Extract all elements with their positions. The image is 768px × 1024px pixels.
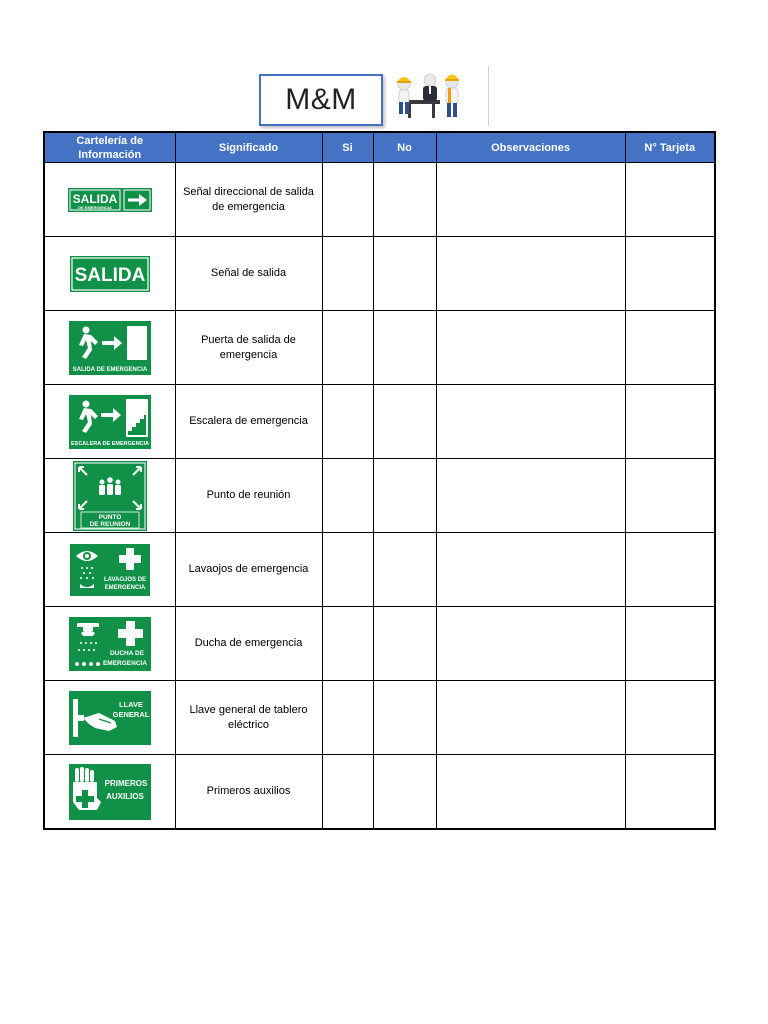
si-cell[interactable] [322, 385, 373, 459]
observaciones-cell[interactable] [436, 311, 625, 385]
company-logo [259, 74, 383, 126]
logo-divider [488, 66, 489, 126]
observaciones-cell[interactable] [436, 163, 625, 237]
sign-cell [44, 459, 175, 533]
no-cell[interactable] [373, 311, 436, 385]
sign-cell [44, 385, 175, 459]
svg-text:SALIDA DE EMERGENCIA: SALIDA DE EMERGENCIA [72, 366, 147, 373]
col-header-carteleria: Cartelería de Información [44, 132, 175, 163]
meaning-cell: Primeros auxilios [175, 755, 322, 830]
tarjeta-cell[interactable] [625, 533, 715, 607]
sign-cell [44, 237, 175, 311]
salida-de-emergencia-arrow-sign-icon [68, 185, 152, 215]
si-cell[interactable] [322, 755, 373, 830]
svg-text:DE EMERGENCIA: DE EMERGENCIA [77, 204, 112, 210]
tarjeta-cell[interactable] [625, 385, 715, 459]
sign-cell [44, 607, 175, 681]
col-header-si: Si [322, 132, 373, 163]
si-cell[interactable] [322, 311, 373, 385]
sign-cell [44, 755, 175, 830]
table-header-row [44, 132, 715, 163]
col-header-tarjeta: N° Tarjeta [625, 132, 715, 163]
tarjeta-cell[interactable] [625, 681, 715, 755]
observaciones-cell[interactable] [436, 385, 625, 459]
no-cell[interactable] [373, 607, 436, 681]
meaning-cell: Lavaojos de emergencia [175, 533, 322, 607]
observaciones-cell[interactable] [436, 607, 625, 681]
svg-text:EMERGENCIA: EMERGENCIA [102, 659, 147, 667]
meaning-cell: Llave general de tablero eléctrico [175, 681, 322, 755]
svg-text:ESCALERA DE EMERGENCIA: ESCALERA DE EMERGENCIA [70, 440, 149, 447]
logo-text: M&M [285, 83, 357, 116]
table-row [44, 237, 715, 311]
table-row [44, 459, 715, 533]
no-cell[interactable] [373, 163, 436, 237]
table-row [44, 385, 715, 459]
tarjeta-cell[interactable] [625, 237, 715, 311]
main-switch-sign-icon [69, 691, 151, 745]
svg-text:SALIDA: SALIDA [74, 264, 146, 286]
col-header-observaciones: Observaciones [436, 132, 625, 163]
sign-cell [44, 533, 175, 607]
no-cell[interactable] [373, 459, 436, 533]
salida-sign-icon [70, 256, 150, 292]
observaciones-cell[interactable] [436, 533, 625, 607]
meaning-cell: Señal direccional de salida de emergencia [175, 163, 322, 237]
si-cell[interactable] [322, 163, 373, 237]
no-cell[interactable] [373, 755, 436, 830]
tarjeta-cell[interactable] [625, 163, 715, 237]
meaning-cell: Señal de salida [175, 237, 322, 311]
svg-text:AUXILIOS: AUXILIOS [105, 791, 144, 801]
sign-cell [44, 311, 175, 385]
svg-text:LLAVE: LLAVE [118, 699, 143, 709]
signage-checklist-table [43, 131, 716, 830]
si-cell[interactable] [322, 533, 373, 607]
si-cell[interactable] [322, 459, 373, 533]
table-row [44, 607, 715, 681]
svg-text:SALIDA: SALIDA [72, 191, 118, 206]
observaciones-cell[interactable] [436, 459, 625, 533]
observaciones-cell[interactable] [436, 237, 625, 311]
no-cell[interactable] [373, 533, 436, 607]
table-row [44, 533, 715, 607]
meaning-cell: Punto de reunión [175, 459, 322, 533]
emergency-exit-door-sign-icon [69, 321, 151, 375]
meaning-cell: Puerta de salida de emergencia [175, 311, 322, 385]
si-cell[interactable] [322, 681, 373, 755]
no-cell[interactable] [373, 237, 436, 311]
tarjeta-cell[interactable] [625, 755, 715, 830]
svg-text:LAVAOJOS DE: LAVAOJOS DE [103, 576, 146, 583]
meaning-cell: Ducha de emergencia [175, 607, 322, 681]
sign-cell [44, 681, 175, 755]
observaciones-cell[interactable] [436, 681, 625, 755]
table-row [44, 755, 715, 830]
emergency-stairs-sign-icon [69, 395, 151, 449]
svg-text:EMERGENCIA: EMERGENCIA [104, 584, 146, 591]
col-header-no: No [373, 132, 436, 163]
si-cell[interactable] [322, 607, 373, 681]
table-row [44, 311, 715, 385]
no-cell[interactable] [373, 681, 436, 755]
tarjeta-cell[interactable] [625, 459, 715, 533]
svg-text:PRIMEROS: PRIMEROS [104, 778, 148, 788]
meaning-cell: Escalera de emergencia [175, 385, 322, 459]
col-header-significado: Significado [175, 132, 322, 163]
table-row [44, 681, 715, 755]
tarjeta-cell[interactable] [625, 607, 715, 681]
emergency-shower-sign-icon [69, 617, 151, 671]
si-cell[interactable] [322, 237, 373, 311]
table-row [44, 163, 715, 237]
first-aid-sign-icon [69, 764, 151, 820]
tarjeta-cell[interactable] [625, 311, 715, 385]
sign-cell [44, 163, 175, 237]
svg-text:DE REUNION: DE REUNION [89, 520, 131, 528]
workers-meeting-illustration [386, 66, 490, 126]
no-cell[interactable] [373, 385, 436, 459]
svg-text:GENERAL: GENERAL [112, 709, 150, 719]
assembly-point-sign-icon [73, 461, 147, 531]
observaciones-cell[interactable] [436, 755, 625, 830]
svg-text:DUCHA DE: DUCHA DE [109, 649, 144, 657]
svg-text:PUNTO: PUNTO [98, 513, 122, 521]
eyewash-sign-icon [70, 544, 150, 596]
